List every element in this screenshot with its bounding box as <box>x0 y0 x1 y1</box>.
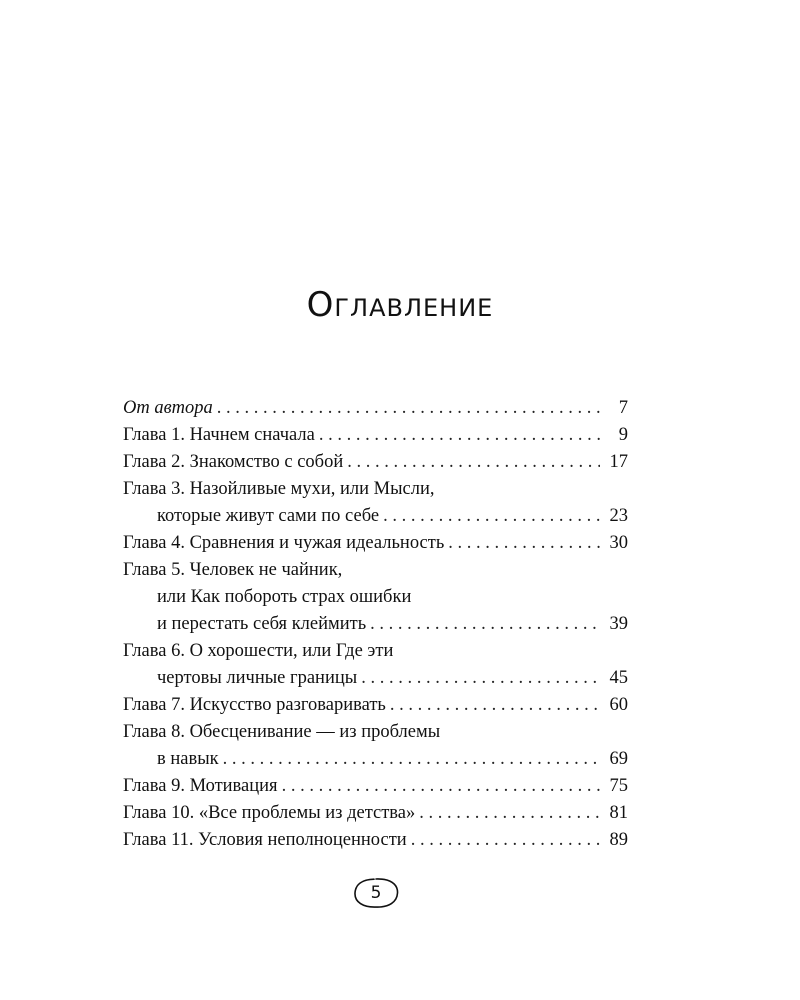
toc-entry[interactable] <box>123 827 628 854</box>
toc-entry-line <box>123 611 628 638</box>
toc-entry-title: Глава 11. Условия неполноценности <box>123 830 407 850</box>
dot-leader <box>448 530 600 557</box>
toc-entry-title: Глава 9. Мотивация <box>123 776 278 796</box>
dot-leader <box>217 395 600 422</box>
toc-entry-line <box>123 503 628 530</box>
toc-page-number: 23 <box>609 506 628 526</box>
toc-page-number: 75 <box>609 776 628 796</box>
toc-entry-line <box>123 800 628 827</box>
dot-leader <box>419 800 600 827</box>
toc-page-number: 7 <box>618 398 628 418</box>
toc-entry-line <box>123 395 628 422</box>
toc-entry-line <box>123 530 628 557</box>
toc-entry-title: Глава 2. Знакомство с собой <box>123 452 344 472</box>
dot-leader <box>361 665 600 692</box>
dot-leader <box>282 773 600 800</box>
page-number: 5 <box>370 883 382 903</box>
dot-leader <box>411 827 600 854</box>
dot-leader <box>370 611 600 638</box>
toc-page-number: 45 <box>609 668 628 688</box>
toc-entry-title: Глава 8. Обесценивание — из проблемы <box>123 722 441 742</box>
page-number-badge <box>352 876 400 910</box>
toc-entry-title: Глава 1. Начнем сначала <box>123 425 315 445</box>
toc-entry[interactable] <box>123 800 628 827</box>
toc-entry[interactable] <box>123 692 628 719</box>
toc-entry-line <box>123 719 628 746</box>
toc-entry-title: и перестать себя клеймить <box>157 614 367 634</box>
toc-entry-title: Глава 7. Искусство разговаривать <box>123 695 386 715</box>
toc-entry-line <box>123 584 628 611</box>
toc-entry[interactable] <box>123 719 628 773</box>
toc-entry-line <box>123 638 628 665</box>
toc-entry-line <box>123 665 628 692</box>
toc-entry-title: в навык <box>157 749 219 769</box>
toc-entry-title: Глава 3. Назойливые мухи, или Мысли, <box>123 479 435 499</box>
dot-leader <box>223 746 600 773</box>
toc-entry-line <box>123 746 628 773</box>
table-of-contents <box>123 395 628 854</box>
toc-entry-title: Глава 4. Сравнения и чужая идеальность <box>123 533 445 553</box>
toc-entry-line <box>123 422 628 449</box>
toc-page-number: 9 <box>618 425 628 445</box>
toc-entry[interactable] <box>123 476 628 530</box>
toc-entry-title: Глава 6. О хорошести, или Где эти <box>123 641 394 661</box>
toc-entry[interactable] <box>123 773 628 800</box>
page-title: Оглавление <box>306 284 494 325</box>
toc-entry-title: От автора <box>123 398 213 418</box>
toc-entry-line <box>123 557 628 584</box>
toc-entry[interactable] <box>123 638 628 692</box>
toc-entry-line <box>123 773 628 800</box>
toc-entry-line <box>123 827 628 854</box>
toc-entry[interactable] <box>123 557 628 638</box>
toc-entry-line <box>123 449 628 476</box>
toc-entry-title: чертовы личные границы <box>157 668 358 688</box>
dot-leader <box>347 449 600 476</box>
toc-page-number: 89 <box>609 830 628 850</box>
toc-page-number: 60 <box>609 695 628 715</box>
toc-entry-line <box>123 692 628 719</box>
toc-page-number: 30 <box>609 533 628 553</box>
toc-entry-title: которые живут сами по себе <box>157 506 380 526</box>
dot-leader <box>319 422 600 449</box>
toc-entry-title: Глава 5. Человек не чайник, <box>123 560 343 580</box>
toc-entry-line <box>123 476 628 503</box>
toc-entry[interactable] <box>123 422 628 449</box>
toc-entry-title: Глава 10. «Все проблемы из детства» <box>123 803 416 823</box>
toc-page-number: 81 <box>609 803 628 823</box>
dot-leader <box>390 692 600 719</box>
toc-page-number: 39 <box>609 614 628 634</box>
toc-page-number: 17 <box>609 452 628 472</box>
toc-entry[interactable] <box>123 530 628 557</box>
toc-page-number: 69 <box>609 749 628 769</box>
toc-entry[interactable] <box>123 395 628 422</box>
dot-leader <box>383 503 600 530</box>
toc-entry[interactable] <box>123 449 628 476</box>
toc-entry-title: или Как побороть страх ошибки <box>157 587 412 607</box>
